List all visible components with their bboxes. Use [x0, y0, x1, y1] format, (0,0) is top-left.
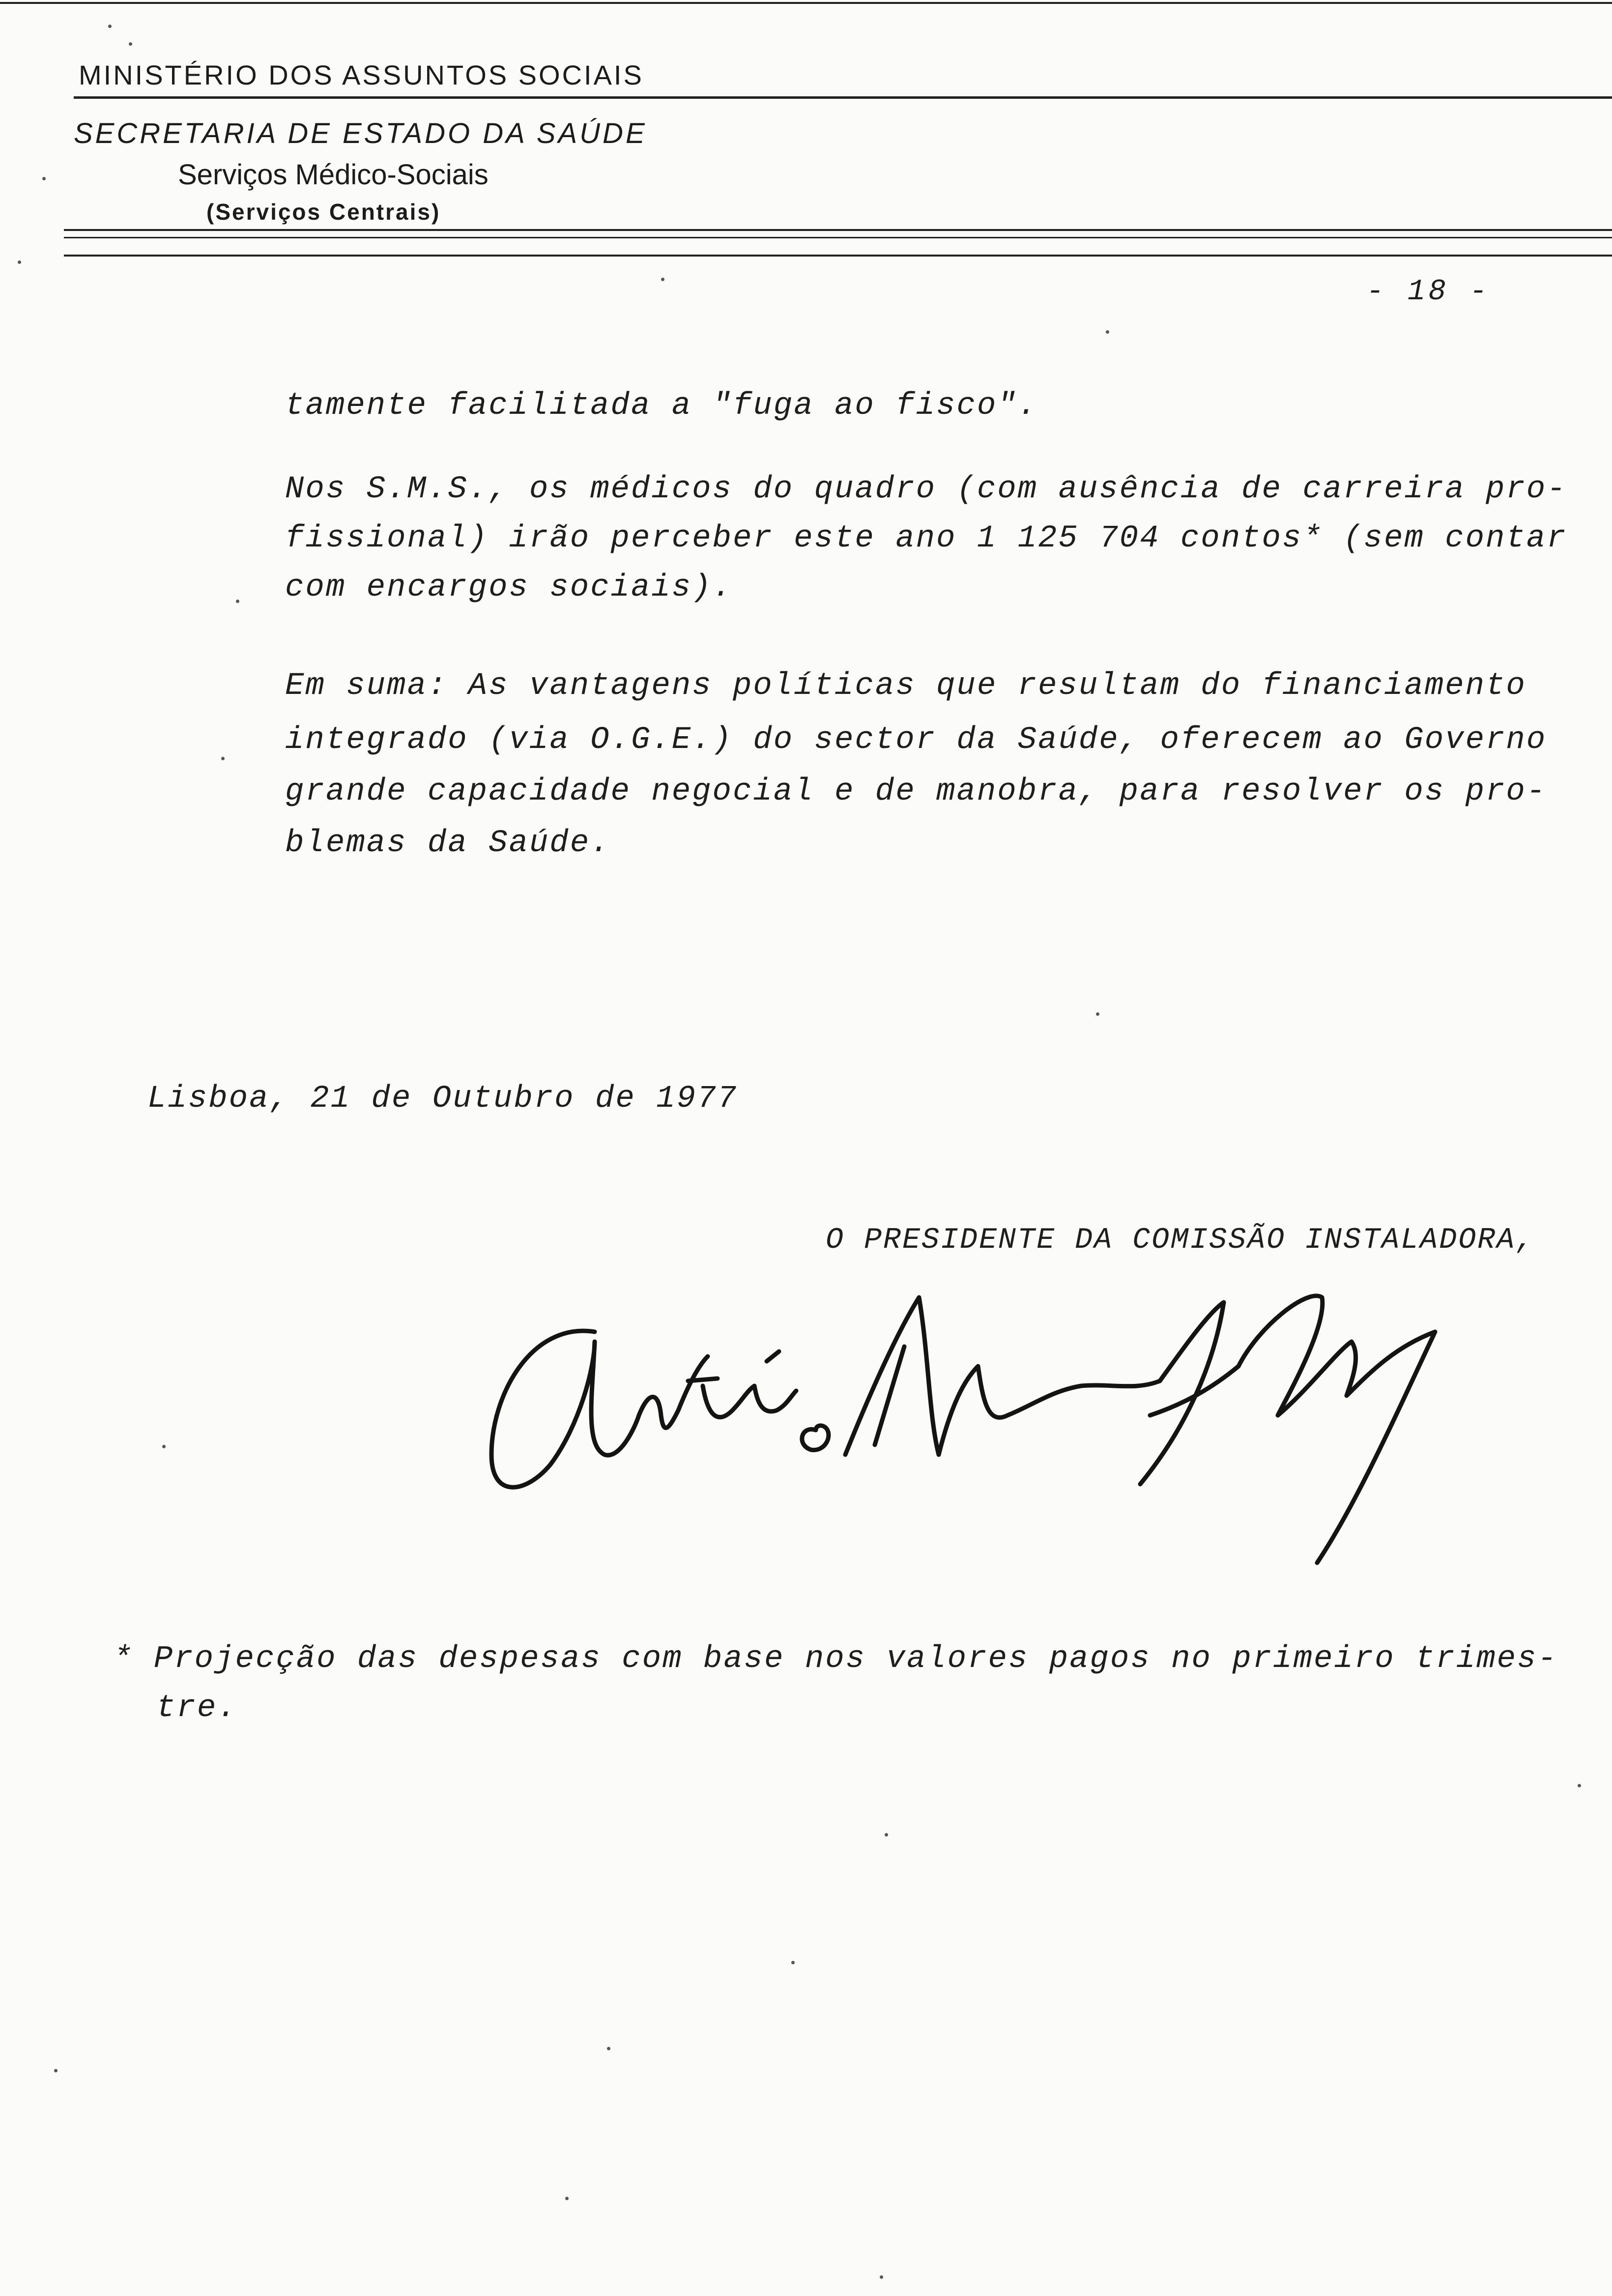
scan-speck: [880, 2275, 883, 2279]
scan-speck: [1106, 330, 1109, 334]
scan-speck: [1096, 1012, 1099, 1016]
footnote-line-1: * Projecção das despesas com base nos valores pagos no primeiro trimes-: [113, 1641, 1558, 1677]
scan-speck: [236, 600, 239, 603]
header-rule-4: [64, 255, 1612, 257]
scan-speck: [661, 278, 664, 281]
scan-speck: [607, 2047, 610, 2050]
scan-speck: [1578, 1784, 1581, 1787]
services-subheading: (Serviços Centrais): [206, 199, 441, 225]
footnote-line-2: tre.: [156, 1691, 238, 1726]
scan-speck: [108, 25, 112, 28]
header-rule-2: [64, 229, 1612, 231]
handwritten-signature: [472, 1268, 1528, 1587]
page-number: - 18 -: [1366, 275, 1491, 309]
paragraph-3-line-4: blemas da Saúde.: [285, 826, 611, 861]
scan-speck: [54, 2069, 58, 2072]
paragraph-2-line-3: com encargos sociais).: [285, 570, 733, 605]
top-edge-rule: [0, 2, 1612, 4]
scan-speck: [221, 757, 225, 760]
paragraph-3-line-2: integrado (via O.G.E.) do sector da Saúde, oferecem ao Governo: [285, 722, 1547, 758]
paragraph-3-line-3: grande capacidade negocial e de manobra, para resolver os pro-: [285, 774, 1547, 809]
scan-speck: [42, 177, 46, 180]
header-rule-1: [74, 96, 1612, 99]
services-heading: Serviços Médico-Sociais: [178, 159, 489, 191]
paragraph-1-line-1: tamente facilitada a "fuga ao fisco".: [285, 388, 1038, 424]
ministry-heading: MINISTÉRIO DOS ASSUNTOS SOCIAIS: [79, 59, 644, 90]
scan-speck: [162, 1445, 166, 1448]
signatory-title: O PRESIDENTE DA COMISSÃO INSTALADORA,: [826, 1224, 1535, 1257]
paragraph-2-line-1: Nos S.M.S., os médicos do quadro (com ausência de carreira pro-: [285, 472, 1567, 507]
scan-speck: [18, 260, 21, 264]
header-rule-3: [64, 237, 1612, 238]
scan-speck: [885, 1833, 888, 1837]
secretariat-heading: SECRETARIA DE ESTADO DA SAÚDE: [74, 117, 647, 149]
paragraph-3-line-1: Em suma: As vantagens políticas que resultam do financiamento: [285, 668, 1526, 704]
scan-speck: [791, 1961, 795, 1964]
paragraph-2-line-2: fissional) irão perceber este ano 1 125 704 contos* (sem contar: [285, 521, 1567, 556]
place-and-date: Lisboa, 21 de Outubro de 1977: [147, 1081, 738, 1117]
scan-speck: [129, 42, 132, 46]
scan-speck: [565, 2197, 569, 2200]
